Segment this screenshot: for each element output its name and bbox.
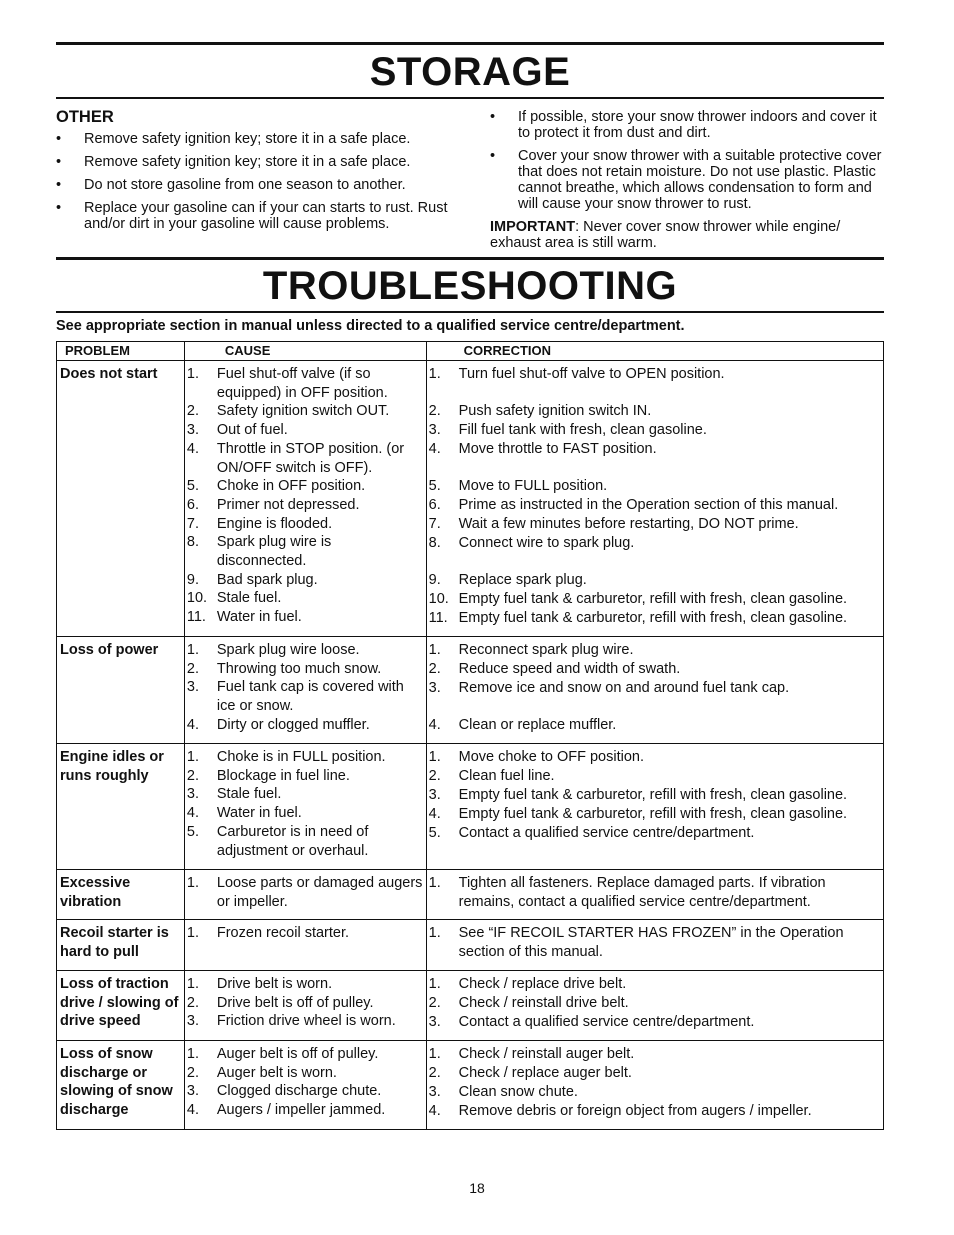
correction-number: 1. xyxy=(428,642,441,658)
bullet-icon: • xyxy=(56,154,62,170)
troubleshooting-note: See appropriate section in manual unless directed to a qualified service centre/department. xyxy=(56,318,685,334)
cause-item xyxy=(187,874,424,911)
correction-item xyxy=(429,975,881,994)
left-bullet-list xyxy=(56,131,452,232)
cause-text: Loose parts or damaged augers or impeller. xyxy=(216,875,423,910)
correction-text: Contact a qualified service centre/department. xyxy=(458,1013,755,1030)
bullet-item xyxy=(490,109,884,141)
correction-item xyxy=(429,994,881,1013)
important-text: : Never cover snow thrower while engine/ exhaust area is still warm. xyxy=(490,219,841,251)
cause-item xyxy=(187,641,424,660)
correction-number: 8. xyxy=(428,535,441,551)
correction-cell xyxy=(426,970,883,1040)
cause-text: Engine is flooded. xyxy=(216,515,333,532)
storage-bottom-rule xyxy=(56,97,884,99)
correction-item xyxy=(429,874,881,911)
bullet-icon: • xyxy=(56,177,62,193)
cause-item xyxy=(187,1012,424,1031)
cause-item xyxy=(187,678,424,715)
correction-number: 4. xyxy=(428,441,441,457)
cause-number: 1. xyxy=(186,975,199,992)
page-number: 18 xyxy=(469,1180,485,1196)
troubleshooting-top-rule xyxy=(56,257,884,260)
cause-text: Stale fuel. xyxy=(216,786,282,803)
problem-cell: Does not start xyxy=(57,361,185,637)
correction-text: Connect wire to spark plug. xyxy=(458,535,635,551)
correction-number: 1. xyxy=(428,749,441,765)
correction-text: Check / reinstall drive belt. xyxy=(458,994,629,1011)
correction-number: 6. xyxy=(428,497,441,513)
cause-item xyxy=(187,402,424,421)
problem-cell: Recoil starter is hard to pull xyxy=(57,920,185,970)
correction-item xyxy=(429,609,881,628)
cause-number: 2. xyxy=(186,660,199,677)
correction-item xyxy=(429,660,881,679)
problem-cell: Loss of traction drive / slowing of drive speed xyxy=(57,970,185,1040)
correction-text: Check / replace drive belt. xyxy=(458,975,627,992)
bullet-text: Cover your snow thrower with a suitable protective cover that does not retain moisture. Do not use plastic. Plastic cannot breathe, which allows condensation to form and will cause your snow thrower to rust. xyxy=(518,148,882,212)
bullet-text: Replace your gasoline can if your can starts to rust. Rust and/or dirt in your gasoline will cause problems. xyxy=(84,200,448,232)
correction-cell xyxy=(426,361,883,637)
correction-item xyxy=(429,515,881,534)
correction-number: 1. xyxy=(428,875,441,891)
cause-item xyxy=(187,716,424,735)
correction-number: 1. xyxy=(428,366,441,382)
correction-item xyxy=(429,402,881,421)
cause-number: 1. xyxy=(186,1045,199,1062)
troubleshooting-bottom-rule xyxy=(56,311,884,313)
correction-number: 2. xyxy=(428,1064,441,1081)
problem-cell: Engine idles or runs roughly xyxy=(57,744,185,870)
correction-item xyxy=(429,421,881,440)
correction-item xyxy=(429,805,881,824)
cause-number: 9. xyxy=(186,571,199,588)
correction-number: 2. xyxy=(428,768,441,784)
cause-text: Drive belt is worn. xyxy=(216,975,333,992)
troubleshooting-title: TROUBLESHOOTING xyxy=(262,264,678,308)
cause-item xyxy=(187,748,424,767)
header-cause: CAUSE xyxy=(184,342,426,361)
storage-right-column xyxy=(490,109,884,251)
correction-number: 7. xyxy=(428,516,441,532)
correction-item xyxy=(429,786,881,805)
correction-text: Empty fuel tank & carburetor, refill with fresh, clean gasoline. xyxy=(458,787,848,803)
problem-cell: Loss of power xyxy=(57,637,185,744)
correction-item xyxy=(429,534,881,571)
correction-number: 3. xyxy=(428,422,441,438)
cause-item xyxy=(187,421,424,440)
correction-item xyxy=(429,590,881,609)
cause-text: Dirty or clogged muffler. xyxy=(216,716,370,733)
cause-item xyxy=(187,785,424,804)
storage-top-rule xyxy=(56,42,884,45)
cause-item xyxy=(187,515,424,534)
bullet-text: Remove safety ignition key; store it in a safe place. xyxy=(84,154,411,170)
bullet-text: Remove safety ignition key; store it in a safe place. xyxy=(84,131,411,147)
cause-text: Primer not depressed. xyxy=(216,496,360,513)
cause-number: 4. xyxy=(186,805,199,822)
correction-text: Contact a qualified service centre/department. xyxy=(458,825,755,841)
cause-number: 3. xyxy=(186,1083,199,1100)
table-row xyxy=(57,920,884,970)
problem-cell: Excessive vibration xyxy=(57,870,185,920)
correction-number: 2. xyxy=(428,403,441,419)
cause-number: 6. xyxy=(186,496,199,513)
correction-cell xyxy=(426,920,883,970)
correction-number: 4. xyxy=(428,717,441,733)
cause-number: 5. xyxy=(186,478,199,495)
bullet-item xyxy=(490,148,884,212)
cause-item xyxy=(187,660,424,679)
table-row xyxy=(57,870,884,920)
cause-number: 5. xyxy=(186,823,199,840)
correction-item xyxy=(429,824,881,861)
cause-item xyxy=(187,823,424,860)
correction-number: 2. xyxy=(428,994,441,1011)
correction-number: 3. xyxy=(428,787,441,803)
correction-text: Tighten all fasteners. Replace damaged parts. If vibration remains, contact a qualified service centre/department. xyxy=(458,875,826,910)
correction-text: See “IF RECOIL STARTER HAS FROZEN” in the Operation section of this manual. xyxy=(458,925,844,961)
correction-number: 3. xyxy=(428,1013,441,1030)
correction-text: Push safety ignition switch IN. xyxy=(458,403,652,419)
cause-item xyxy=(187,994,424,1013)
correction-text: Remove ice and snow on and around fuel tank cap. xyxy=(458,680,790,696)
cause-text: Water in fuel. xyxy=(216,609,302,626)
cause-text: Fuel tank cap is covered with ice or snow. xyxy=(216,679,404,715)
correction-text: Fill fuel tank with fresh, clean gasoline. xyxy=(458,422,707,438)
cause-text: Throttle in STOP position. (or ON/OFF switch is OFF). xyxy=(216,440,405,476)
cause-number: 3. xyxy=(186,679,199,696)
header-problem: PROBLEM xyxy=(57,342,185,361)
cause-item xyxy=(187,804,424,823)
correction-number: 1. xyxy=(428,925,441,942)
cause-text: Frozen recoil starter. xyxy=(216,925,350,942)
bullet-item xyxy=(56,131,452,147)
cause-item xyxy=(187,477,424,496)
correction-item xyxy=(429,1083,881,1102)
correction-text: Clean snow chute. xyxy=(458,1083,578,1100)
table-row xyxy=(57,361,884,637)
storage-title: STORAGE xyxy=(369,50,571,94)
correction-text: Reduce speed and width of swath. xyxy=(458,661,681,677)
correction-item xyxy=(429,477,881,496)
correction-text: Remove debris or foreign object from augers / impeller. xyxy=(458,1102,812,1119)
bullet-item xyxy=(56,200,452,232)
correction-cell xyxy=(426,744,883,870)
cause-text: Drive belt is off of pulley. xyxy=(216,994,374,1011)
table-header-row xyxy=(57,342,884,361)
cause-item xyxy=(187,1082,424,1101)
correction-text: Move choke to OFF position. xyxy=(458,749,644,765)
correction-text: Check / replace auger belt. xyxy=(458,1064,632,1081)
correction-item xyxy=(429,748,881,767)
bullet-icon: • xyxy=(490,148,496,164)
cause-number: 1. xyxy=(186,366,199,382)
cause-number: 2. xyxy=(186,767,199,784)
correction-item xyxy=(429,1102,881,1121)
correction-number: 1. xyxy=(428,1045,441,1062)
correction-item xyxy=(429,767,881,786)
cause-item xyxy=(187,571,424,590)
bullet-item xyxy=(56,177,452,193)
correction-item xyxy=(429,924,881,961)
correction-text: Clean or replace muffler. xyxy=(458,717,617,733)
cause-text: Choke is in FULL position. xyxy=(216,749,386,765)
cause-number: 8. xyxy=(186,534,199,551)
correction-text: Check / reinstall auger belt. xyxy=(458,1045,635,1062)
cause-item xyxy=(187,365,424,402)
cause-text: Choke in OFF position. xyxy=(216,478,366,495)
table-row xyxy=(57,744,884,870)
correction-number: 3. xyxy=(428,680,441,696)
bullet-icon: • xyxy=(56,200,62,216)
cause-number: 1. xyxy=(186,925,199,942)
bullet-text: Do not store gasoline from one season to another. xyxy=(84,177,406,193)
cause-number: 4. xyxy=(186,716,199,733)
cause-text: Water in fuel. xyxy=(216,805,302,822)
cause-number: 3. xyxy=(186,786,199,803)
correction-item xyxy=(429,571,881,590)
problem-cell: Loss of snow discharge or slowing of snow discharge xyxy=(57,1040,185,1129)
cause-cell xyxy=(184,744,426,870)
cause-number: 2. xyxy=(186,403,199,420)
correction-item xyxy=(429,440,881,477)
correction-item xyxy=(429,716,881,735)
right-bullet-list xyxy=(490,109,884,212)
cause-number: 2. xyxy=(186,994,199,1011)
cause-item xyxy=(187,975,424,994)
cause-text: Stale fuel. xyxy=(216,590,282,607)
correction-cell xyxy=(426,1040,883,1129)
cause-cell xyxy=(184,637,426,744)
important-note xyxy=(490,219,884,251)
correction-text: Prime as instructed in the Operation section of this manual. xyxy=(458,497,839,513)
correction-item xyxy=(429,1045,881,1064)
troubleshooting-table xyxy=(56,341,884,1130)
table-row xyxy=(57,637,884,744)
correction-item xyxy=(429,496,881,515)
correction-number: 2. xyxy=(428,661,441,677)
cause-number: 4. xyxy=(186,1101,199,1118)
cause-item xyxy=(187,533,424,570)
correction-text: Replace spark plug. xyxy=(458,572,587,588)
correction-text: Empty fuel tank & carburetor, refill with fresh, clean gasoline. xyxy=(458,591,848,607)
correction-number: 9. xyxy=(428,572,441,588)
cause-number: 4. xyxy=(186,440,199,457)
cause-item xyxy=(187,496,424,515)
cause-text: Auger belt is off of pulley. xyxy=(216,1045,379,1062)
header-correction: CORRECTION xyxy=(426,342,883,361)
correction-number: 5. xyxy=(428,478,441,494)
important-label: IMPORTANT xyxy=(490,219,576,235)
cause-text: Spark plug wire is disconnected. xyxy=(216,534,332,570)
cause-item xyxy=(187,608,424,627)
table-row xyxy=(57,1040,884,1129)
cause-number: 3. xyxy=(186,422,199,439)
cause-number: 1. xyxy=(186,642,199,658)
cause-item xyxy=(187,924,424,961)
bullet-icon: • xyxy=(490,109,496,125)
cause-number: 2. xyxy=(186,1064,199,1081)
cause-text: Blockage in fuel line. xyxy=(216,767,350,784)
correction-text: Empty fuel tank & carburetor, refill with fresh, clean gasoline. xyxy=(458,610,848,626)
cause-text: Spark plug wire loose. xyxy=(216,642,360,658)
cause-text: Auger belt is worn. xyxy=(216,1064,337,1081)
correction-number: 10. xyxy=(428,591,449,607)
other-heading: OTHER xyxy=(56,108,114,126)
cause-item xyxy=(187,1101,424,1120)
cause-cell xyxy=(184,920,426,970)
correction-item xyxy=(429,1064,881,1083)
correction-item xyxy=(429,641,881,660)
correction-text: Clean fuel line. xyxy=(458,768,555,784)
correction-text: Move to FULL position. xyxy=(458,478,608,494)
correction-text: Move throttle to FAST position. xyxy=(458,441,657,457)
correction-number: 1. xyxy=(428,975,441,992)
cause-number: 7. xyxy=(186,515,199,532)
cause-text: Friction drive wheel is worn. xyxy=(216,1013,396,1030)
correction-text: Turn fuel shut-off valve to OPEN position. xyxy=(458,366,725,382)
cause-item xyxy=(187,589,424,608)
correction-number: 4. xyxy=(428,1102,441,1119)
cause-cell xyxy=(184,970,426,1040)
cause-number: 1. xyxy=(186,875,199,891)
correction-item xyxy=(429,1013,881,1032)
cause-cell xyxy=(184,361,426,637)
correction-cell xyxy=(426,870,883,920)
correction-text: Reconnect spark plug wire. xyxy=(458,642,634,658)
correction-number: 4. xyxy=(428,806,441,822)
correction-number: 11. xyxy=(428,610,448,626)
cause-number: 1. xyxy=(186,749,199,765)
cause-item xyxy=(187,1045,424,1064)
bullet-item xyxy=(56,154,452,170)
correction-text: Wait a few minutes before restarting, DO NOT prime. xyxy=(458,516,799,532)
cause-number: 10. xyxy=(186,590,208,607)
correction-item xyxy=(429,365,881,402)
correction-number: 3. xyxy=(428,1083,441,1100)
table-row xyxy=(57,970,884,1040)
cause-cell xyxy=(184,870,426,920)
correction-text: Empty fuel tank & carburetor, refill with fresh, clean gasoline. xyxy=(458,806,848,822)
cause-text: Clogged discharge chute. xyxy=(216,1083,382,1100)
cause-item xyxy=(187,767,424,786)
cause-number: 3. xyxy=(186,1013,199,1030)
bullet-icon: • xyxy=(56,131,62,147)
cause-text: Bad spark plug. xyxy=(216,571,318,588)
correction-number: 5. xyxy=(428,825,441,841)
storage-left-column xyxy=(56,109,452,239)
bullet-text: If possible, store your snow thrower indoors and cover it to protect it from dust and dirt. xyxy=(518,109,877,141)
cause-text: Out of fuel. xyxy=(216,422,288,439)
cause-item xyxy=(187,1064,424,1083)
cause-cell xyxy=(184,1040,426,1129)
cause-item xyxy=(187,440,424,477)
cause-text: Augers / impeller jammed. xyxy=(216,1101,386,1118)
cause-text: Throwing too much snow. xyxy=(216,660,382,677)
correction-item xyxy=(429,679,881,716)
cause-text: Safety ignition switch OUT. xyxy=(216,403,390,420)
cause-text: Fuel shut-off valve (if so equipped) in OFF position. xyxy=(216,366,388,401)
cause-number: 11. xyxy=(186,609,206,626)
cause-text: Carburetor is in need of adjustment or overhaul. xyxy=(216,823,369,859)
correction-cell xyxy=(426,637,883,744)
